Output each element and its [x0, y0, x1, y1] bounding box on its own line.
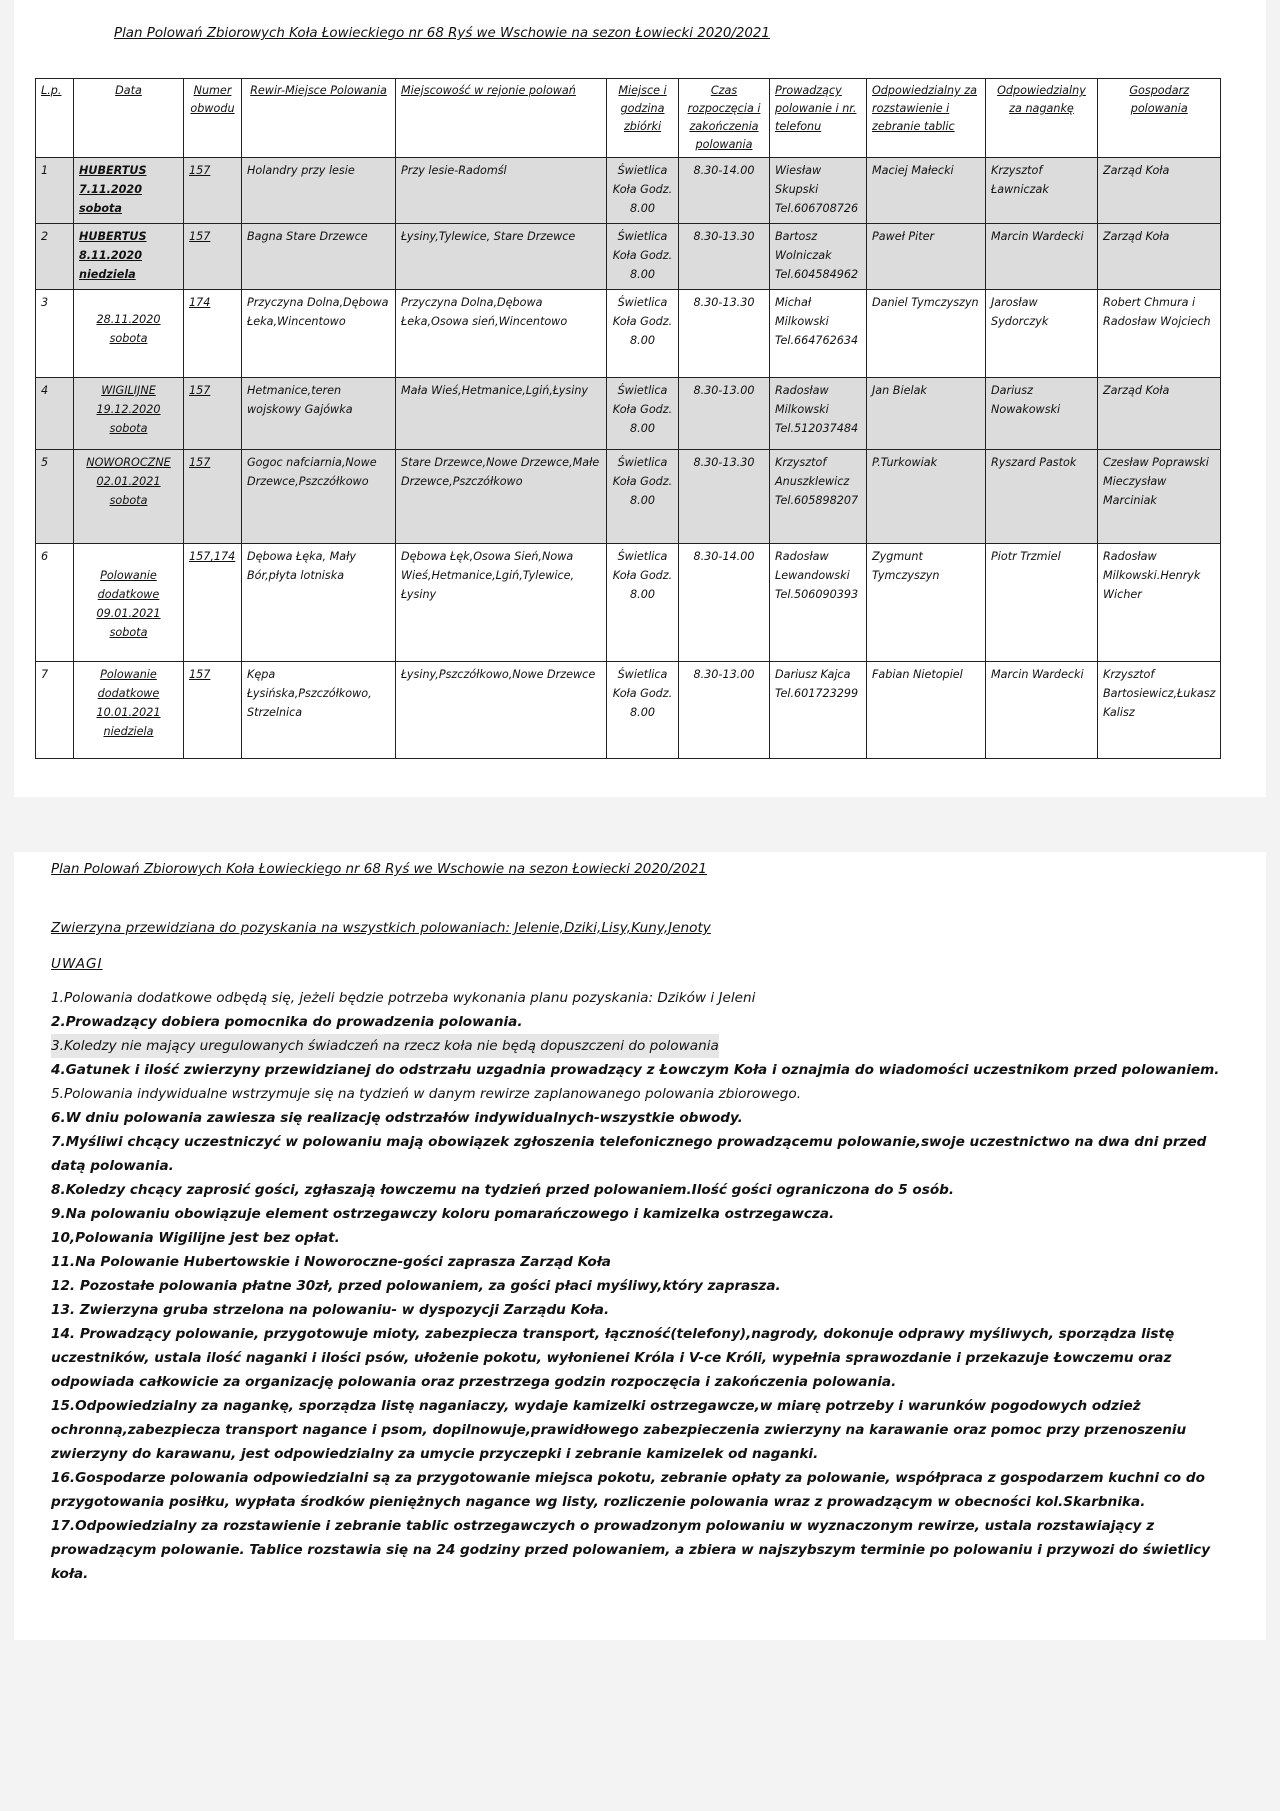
cell-district: 174 — [184, 290, 242, 378]
notes-list — [51, 986, 1231, 1586]
cell-localities: Mała Wieś,Hetmanice,Lgiń,Łysiny — [396, 378, 607, 450]
header-lp: L.p. — [36, 79, 74, 158]
cell-meeting: Świetlica Koła Godz. 8.00 — [607, 378, 679, 450]
cell-time: 8.30-14.00 — [679, 544, 770, 662]
header-area: Rewir-Miejsce Polowania — [242, 79, 396, 158]
cell-time: 8.30-13.00 — [679, 378, 770, 450]
schedule-page — [14, 0, 1266, 797]
header-time: Czas rozpoczęcia i zakończenia polowania — [679, 79, 770, 158]
header-district: Numer obwodu — [184, 79, 242, 158]
cell-host: Czesław Poprawski Mieczysław Marciniak — [1098, 450, 1221, 544]
cell-district: 157 — [184, 224, 242, 290]
note-item: 11.Na Polowanie Hubertowskie i Noworoczne-gości zaprasza Zarząd Koła — [51, 1254, 611, 1270]
cell-area: Przyczyna Dolna,Dębowa Łeka,Wincentowo — [242, 290, 396, 378]
table-row — [36, 378, 1221, 450]
cell-time: 8.30-13.30 — [679, 290, 770, 378]
cell-localities: Łysiny,Tylewice, Stare Drzewce — [396, 224, 607, 290]
cell-leader: Krzysztof Anuszklewicz Tel.605898207 — [770, 450, 867, 544]
note-item: 1.Polowania dodatkowe odbędą się, jeżeli będzie potrzeba wykonania planu pozyskania: Dzików i Jeleni — [51, 990, 756, 1006]
cell-beaters: Jarosław Sydorczyk — [986, 290, 1098, 378]
cell-leader: Dariusz Kajca Tel.601723299 — [770, 662, 867, 759]
cell-meeting: Świetlica Koła Godz. 8.00 — [607, 224, 679, 290]
notes-page — [14, 852, 1266, 1640]
cell-date: Polowanie dodatkowe 09.01.2021 sobota — [74, 544, 184, 662]
cell-district: 157 — [184, 378, 242, 450]
page-title: Plan Polowań Zbiorowych Koła Łowieckiego nr 68 Ryś we Wschowie na sezon Łowiecki 2020/2021 — [51, 862, 707, 877]
header-host: Gospodarz polowania — [1098, 79, 1221, 158]
note-item: 13. Zwierzyna gruba strzelona na polowaniu- w dyspozycji Zarządu Koła. — [51, 1302, 610, 1318]
cell-beaters: Dariusz Nowakowski — [986, 378, 1098, 450]
cell-lp: 4 — [36, 378, 74, 450]
note-item: 14. Prowadzący polowanie, przygotowuje mioty, zabezpiecza transport, łączność(telefony),nagrody, dokonuje odprawy myśliwych, sporządza listę uczestników, ustala ilość naganki i ilości psów, ułożenie pokotu, wyłonienei Króla i V-ce Króli, wypełnia sprawozdanie i przekazuje Łowczemu oraz odpowiada całkowicie za organizację polowania oraz przestrzega godzin rozpoczęcia i zakończenia polowania. — [51, 1326, 1175, 1390]
cell-lp: 1 — [36, 158, 74, 224]
note-item: 8.Koledzy chcący zaprosić gości, zgłaszają łowczemu na tydzień przed polowaniem.Ilość gości ograniczona do 5 osób. — [51, 1182, 955, 1198]
cell-area: Gogoc nafciarnia,Nowe Drzewce,Pszczółkowo — [242, 450, 396, 544]
table-row — [36, 662, 1221, 759]
cell-area: Hetmanice,teren wojskowy Gajówka — [242, 378, 396, 450]
cell-meeting: Świetlica Koła Godz. 8.00 — [607, 290, 679, 378]
note-item: 4.Gatunek i ilość zwierzyny przewidzianej do odstrzału uzgadnia prowadzący z Łowczym Koła i oznajmia do wiadomości uczestnikom przed polowaniem. — [51, 1062, 1220, 1078]
cell-district: 157,174 — [184, 544, 242, 662]
table-row — [36, 544, 1221, 662]
table-row — [36, 224, 1221, 290]
cell-localities: Stare Drzewce,Nowe Drzewce,Małe Drzewce,Pszczółkowo — [396, 450, 607, 544]
note-item: 6.W dniu polowania zawiesza się realizację odstrzałów indywidualnych-wszystkie obwody. — [51, 1110, 743, 1126]
cell-beaters: Ryszard Pastok — [986, 450, 1098, 544]
cell-leader: Radosław Lewandowski Tel.506090393 — [770, 544, 867, 662]
note-item: 7.Myśliwi chcący uczestniczyć w polowaniu mają obowiązek zgłoszenia telefonicznego prowadzącemu polowanie,swoje uczestnictwo na dwa dni przed datą polowania. — [51, 1134, 1207, 1174]
cell-meeting: Świetlica Koła Godz. 8.00 — [607, 158, 679, 224]
note-item: 17.Odpowiedzialny za rozstawienie i zebranie tablic ostrzegawczych o prowadzonym polowaniu w wyznaczonym rewirze, ustala rozstawiający z prowadzącym polowanie. Tablice rozstawia się na 24 godziny przed polowaniem, a zbiera w najszybszym terminie po polowaniu i przywozi do świetlicy koła. — [51, 1518, 1211, 1582]
cell-lp: 2 — [36, 224, 74, 290]
cell-time: 8.30-13.00 — [679, 662, 770, 759]
cell-localities: Dębowa Łęk,Osowa Sień,Nowa Wieś,Hetmanice,Lgiń,Tylewice, Łysiny — [396, 544, 607, 662]
cell-meeting: Świetlica Koła Godz. 8.00 — [607, 450, 679, 544]
cell-host: Krzysztof Bartosiewicz,Łukasz Kalisz — [1098, 662, 1221, 759]
header-date: Data — [74, 79, 184, 158]
cell-signs: Fabian Nietopiel — [867, 662, 986, 759]
cell-host: Zarząd Koła — [1098, 158, 1221, 224]
cell-date: HUBERTUS 8.11.2020 niedziela — [74, 224, 184, 290]
cell-district: 157 — [184, 450, 242, 544]
cell-signs: Maciej Małecki — [867, 158, 986, 224]
cell-localities: Przy lesie-Radomśl — [396, 158, 607, 224]
cell-signs: Jan Bielak — [867, 378, 986, 450]
cell-meeting: Świetlica Koła Godz. 8.00 — [607, 662, 679, 759]
cell-lp: 3 — [36, 290, 74, 378]
cell-district: 157 — [184, 662, 242, 759]
table-row — [36, 158, 1221, 224]
cell-beaters: Marcin Wardecki — [986, 224, 1098, 290]
cell-leader: Wiesław Skupski Tel.606708726 — [770, 158, 867, 224]
cell-lp: 6 — [36, 544, 74, 662]
cell-leader: Michał Milkowski Tel.664762634 — [770, 290, 867, 378]
note-item: 10,Polowania Wigilijne jest bez opłat. — [51, 1230, 340, 1246]
cell-area: Kępa Łysińska,Pszczółkowo, Strzelnica — [242, 662, 396, 759]
header-localities: Miejscowość w rejonie polowań — [396, 79, 607, 158]
table-row — [36, 290, 1221, 378]
cell-date: HUBERTUS 7.11.2020 sobota — [74, 158, 184, 224]
header-signs: Odpowiedzialny za rozstawienie i zebranie tablic — [867, 79, 986, 158]
cell-localities: Przyczyna Dolna,Dębowa Łeka,Osowa sień,Wincentowo — [396, 290, 607, 378]
cell-host: Radosław Milkowski.Henryk Wicher — [1098, 544, 1221, 662]
cell-host: Zarząd Koła — [1098, 224, 1221, 290]
note-item: 16.Gospodarze polowania odpowiedzialni są za przygotowanie miejsca pokotu, zebranie opłaty za polowanie, współpraca z gospodarzem kuchni co do przygotowania posiłku, wypłata środków pieniężnych nagance wg listy, rozliczenie polowania wraz z prowadzącym w obecności kol.Skarbnika. — [51, 1470, 1205, 1510]
note-item: 5.Polowania indywidualne wstrzymuje się na tydzień w danym rewirze zaplanowanego polowania zbiorowego. — [51, 1086, 802, 1102]
cell-signs: P.Turkowiak — [867, 450, 986, 544]
cell-lp: 7 — [36, 662, 74, 759]
cell-beaters: Marcin Wardecki — [986, 662, 1098, 759]
cell-district: 157 — [184, 158, 242, 224]
note-item: 3.Koledzy nie mający uregulowanych świadczeń na rzecz koła nie będą dopuszczeni do polowania — [51, 1034, 719, 1058]
note-item: 9.Na polowaniu obowiązuje element ostrzegawczy koloru pomarańczowego i kamizelka ostrzegawcza. — [51, 1206, 835, 1222]
cell-beaters: Piotr Trzmiel — [986, 544, 1098, 662]
cell-beaters: Krzysztof Ławniczak — [986, 158, 1098, 224]
notes-heading: UWAGI — [51, 956, 103, 972]
note-item: 12. Pozostałe polowania płatne 30zł, przed polowaniem, za gości płaci myśliwy,który zaprasza. — [51, 1278, 781, 1294]
cell-date: WIGILIJNE 19.12.2020 sobota — [74, 378, 184, 450]
note-item: 15.Odpowiedzialny za nagankę, sporządza listę naganiaczy, wydaje kamizelki ostrzegawcze,w miarę potrzeby i warunków pogodowych odzież ochronną,zabezpiecza transport nagance i psom, dopilnowuje,prawidłowego zabezpieczenia zwierzyny na karawanie oraz pomoc przy przenoszeniu zwierzyny do karawanu, jest odpowiedzialny za umycie przyczepki i zebranie kamizelek od naganki. — [51, 1398, 1187, 1462]
header-meeting: Miejsce i godzina zbiórki — [607, 79, 679, 158]
cell-signs: Paweł Piter — [867, 224, 986, 290]
game-species-line: Zwierzyna przewidziana do pozyskania na wszystkich polowaniach: Jelenie,Dziki,Lisy,Kuny,Jenoty — [51, 920, 711, 936]
cell-date: NOWOROCZNE 02.01.2021 sobota — [74, 450, 184, 544]
cell-lp: 5 — [36, 450, 74, 544]
cell-host: Robert Chmura i Radosław Wojciech — [1098, 290, 1221, 378]
cell-signs: Daniel Tymczyszyn — [867, 290, 986, 378]
cell-meeting: Świetlica Koła Godz. 8.00 — [607, 544, 679, 662]
note-item: 2.Prowadzący dobiera pomocnika do prowadzenia polowania. — [51, 1014, 523, 1030]
table-row — [36, 450, 1221, 544]
header-leader: Prowadzący polowanie i nr. telefonu — [770, 79, 867, 158]
cell-signs: Zygmunt Tymczyszyn — [867, 544, 986, 662]
header-beaters: Odpowiedzialny za nagankę — [986, 79, 1098, 158]
cell-leader: Radosław Milkowski Tel.512037484 — [770, 378, 867, 450]
cell-area: Bagna Stare Drzewce — [242, 224, 396, 290]
cell-date: Polowanie dodatkowe 10.01.2021 niedziela — [74, 662, 184, 759]
cell-area: Dębowa Łęka, Mały Bór,płyta lotniska — [242, 544, 396, 662]
page-title: Plan Polowań Zbiorowych Koła Łowieckiego nr 68 Ryś we Wschowie na sezon Łowiecki 2020/2021 — [114, 26, 770, 41]
cell-time: 8.30-13.30 — [679, 224, 770, 290]
cell-host: Zarząd Koła — [1098, 378, 1221, 450]
cell-time: 8.30-14.00 — [679, 158, 770, 224]
cell-leader: Bartosz Wolniczak Tel.604584962 — [770, 224, 867, 290]
hunt-schedule-table — [35, 78, 1221, 759]
table-header-row — [36, 79, 1221, 158]
cell-time: 8.30-13.30 — [679, 450, 770, 544]
cell-date: 28.11.2020 sobota — [74, 290, 184, 378]
cell-localities: Łysiny,Pszczółkowo,Nowe Drzewce — [396, 662, 607, 759]
cell-area: Holandry przy lesie — [242, 158, 396, 224]
